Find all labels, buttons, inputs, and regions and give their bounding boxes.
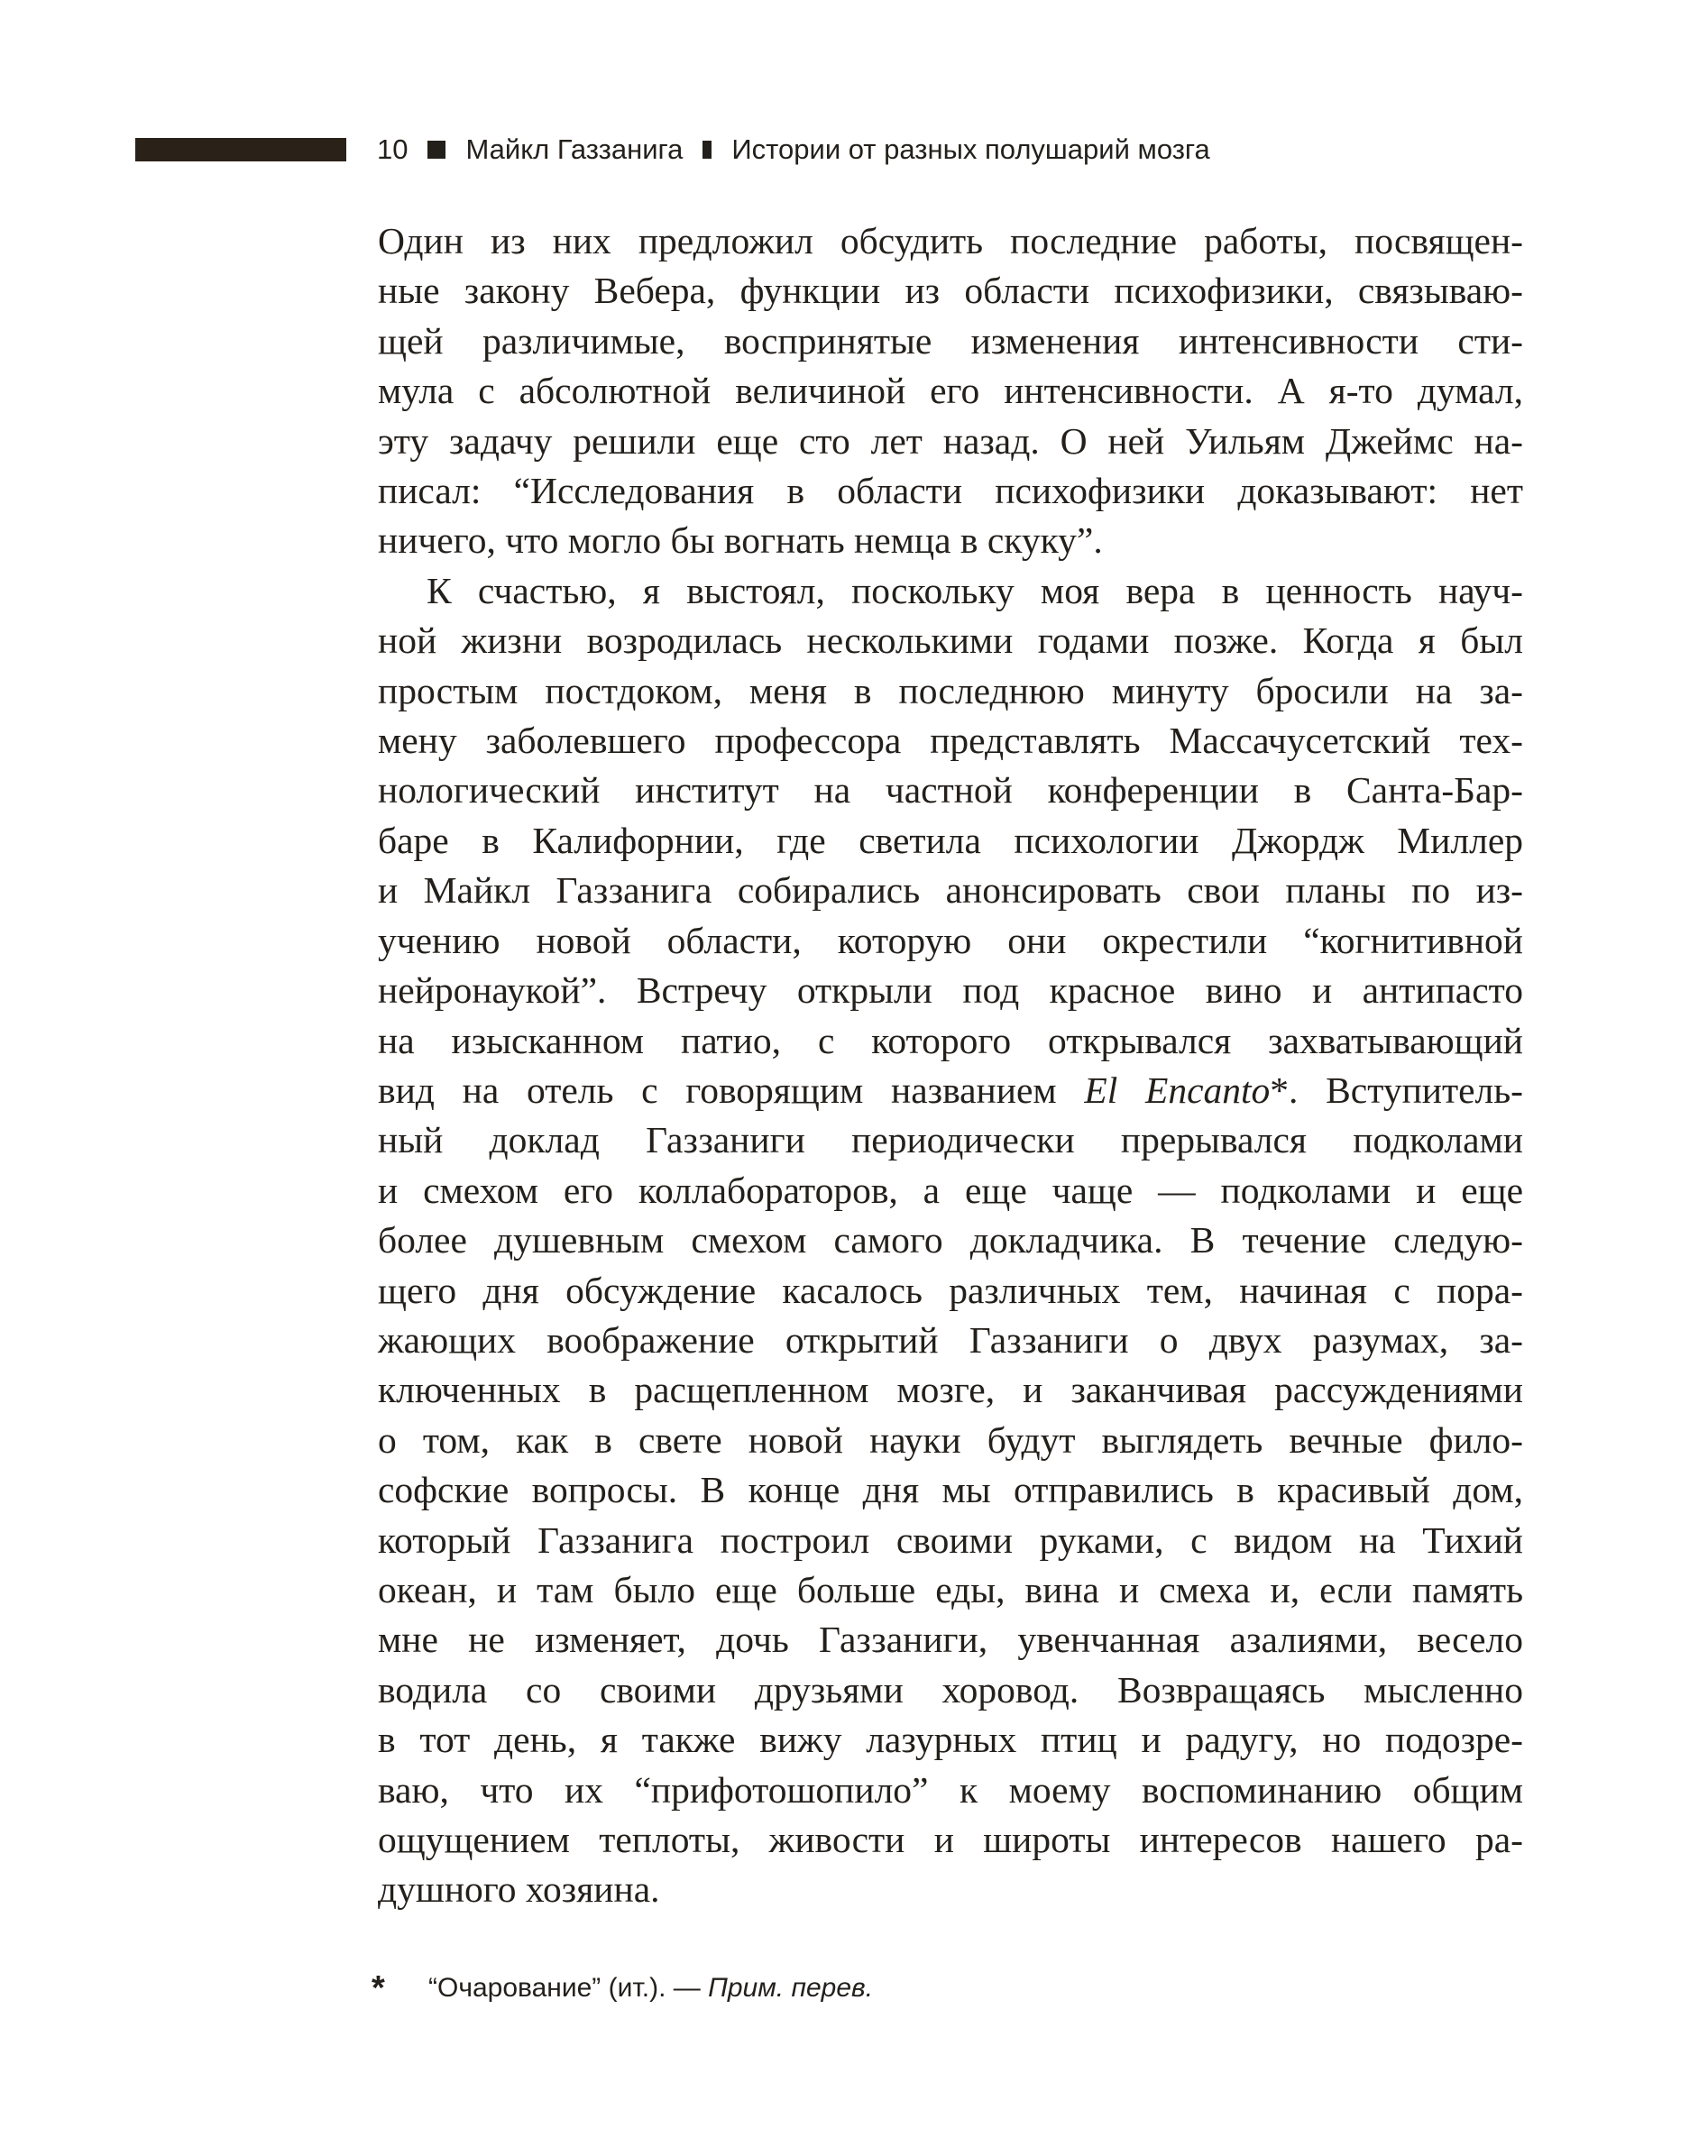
text-line: мену заболевшего профессора представлять Массачусетский тех- — [378, 720, 1523, 762]
page-number: 10 — [377, 133, 409, 165]
text-line: и смехом его коллабораторов, а еще чаще — подколами и еще — [378, 1169, 1523, 1211]
footnote-note-label: Прим. перев. — [708, 1973, 874, 2003]
text-line: ключенных в расщепленном мозге, и заканчивая рассуждениями — [378, 1369, 1523, 1411]
text-line: софские вопросы. В конце дня мы отправились в красивый дом, — [378, 1469, 1523, 1511]
text-line: эту задачу решили еще сто лет назад. О ней Уильям Джеймс на- — [378, 419, 1523, 462]
text-line: более душевным смехом самого докладчика. В течение следую- — [378, 1219, 1523, 1261]
line-text-after: *. Вступитель- — [1270, 1069, 1523, 1111]
running-header — [135, 132, 1210, 168]
text-line: о том, как в свете новой науки будут выглядеть вечные фило- — [378, 1418, 1523, 1461]
text-line: ваю, что их “прифотошопило” к моему воспоминанию общим — [378, 1768, 1523, 1811]
text-line: щего дня обсуждение касалось различных тем, начиная с пора- — [378, 1269, 1523, 1311]
text-line: нейронаукой”. Встречу открыли под красное вино и антипасто — [378, 969, 1523, 1012]
footnote-marker: * — [372, 1969, 385, 2007]
text-line: мне не изменяет, дочь Газзаниги, увенчанная азалиями, весело — [378, 1619, 1523, 1661]
paragraph-2 — [378, 566, 1523, 1915]
text-line: жающих воображение открытий Газзаниги о двух разумах, за- — [378, 1318, 1523, 1361]
text-line: мула с абсолютной величиной его интенсивности. А я-то думал, — [378, 370, 1523, 412]
text-line: и Майкл Газзанига собирались анонсировать свои планы по из- — [378, 869, 1523, 912]
text-line: ощущением теплоты, живости и широты интересов нашего ра- — [378, 1819, 1523, 1860]
paragraph-1 — [378, 216, 1523, 566]
text-line: океан, и там было еще больше еды, вина и смеха и, если память — [378, 1568, 1523, 1610]
text-line: нологический институт на частной конференции в Санта-Бар- — [378, 769, 1523, 812]
footnote — [372, 1970, 1183, 2006]
header-decorative-bar — [135, 138, 346, 161]
text-line: щей различимые, воспринятые изменения интенсивности сти- — [378, 319, 1523, 362]
italic-title: El Encanto — [1084, 1069, 1271, 1111]
header-book-title: Истории от разных полушарий мозга — [731, 133, 1210, 165]
text-line: на изысканном патио, с которого открывался захватывающий — [378, 1019, 1523, 1061]
text-line: ные закону Вебера, функции из области психофизики, связываю- — [378, 270, 1523, 312]
text-line: ничего, что могло бы вогнать немца в скуку”. — [378, 519, 1103, 562]
header-author: Майкл Газзанига — [465, 133, 684, 165]
text-line: ной жизни возродилась несколькими годами позже. Когда я был — [378, 619, 1523, 662]
separator-square-icon — [427, 141, 445, 159]
text-line: писал: “Исследования в области психофизики доказывают: нет — [378, 470, 1523, 512]
text-line: К счастью, я выстоял, поскольку моя вера в ценность науч- — [427, 569, 1523, 611]
main-text — [378, 216, 1523, 1915]
text-line: водила со своими друзьями хоровод. Возвращаясь мысленно — [378, 1668, 1523, 1711]
footnote-text: “Очарование” (ит.). — — [428, 1973, 709, 2003]
text-line: простым постдоком, меня в последнюю минуту бросили на за- — [378, 669, 1523, 711]
text-line: душного хозяина. — [378, 1868, 660, 1911]
text-line: учению новой области, которую они окрестили “когнитивной — [378, 919, 1523, 961]
line-text-before: вид на отель с говорящим названием — [378, 1069, 1085, 1111]
text-line: в тот день, я также вижу лазурных птиц и радугу, но подозре- — [378, 1719, 1523, 1761]
text-line: который Газзанига построил своими руками, с видом на Тихий — [378, 1518, 1523, 1561]
text-line: Один из них предложил обсудить последние работы, посвящен- — [378, 220, 1523, 261]
text-line: ный доклад Газзаниги периодически прерывался подколами — [378, 1119, 1523, 1161]
separator-square-icon — [702, 141, 712, 159]
text-line: баре в Калифорнии, где светила психологии Джордж Миллер — [378, 819, 1523, 861]
text-line-with-footnote-ref — [378, 1066, 1523, 1115]
